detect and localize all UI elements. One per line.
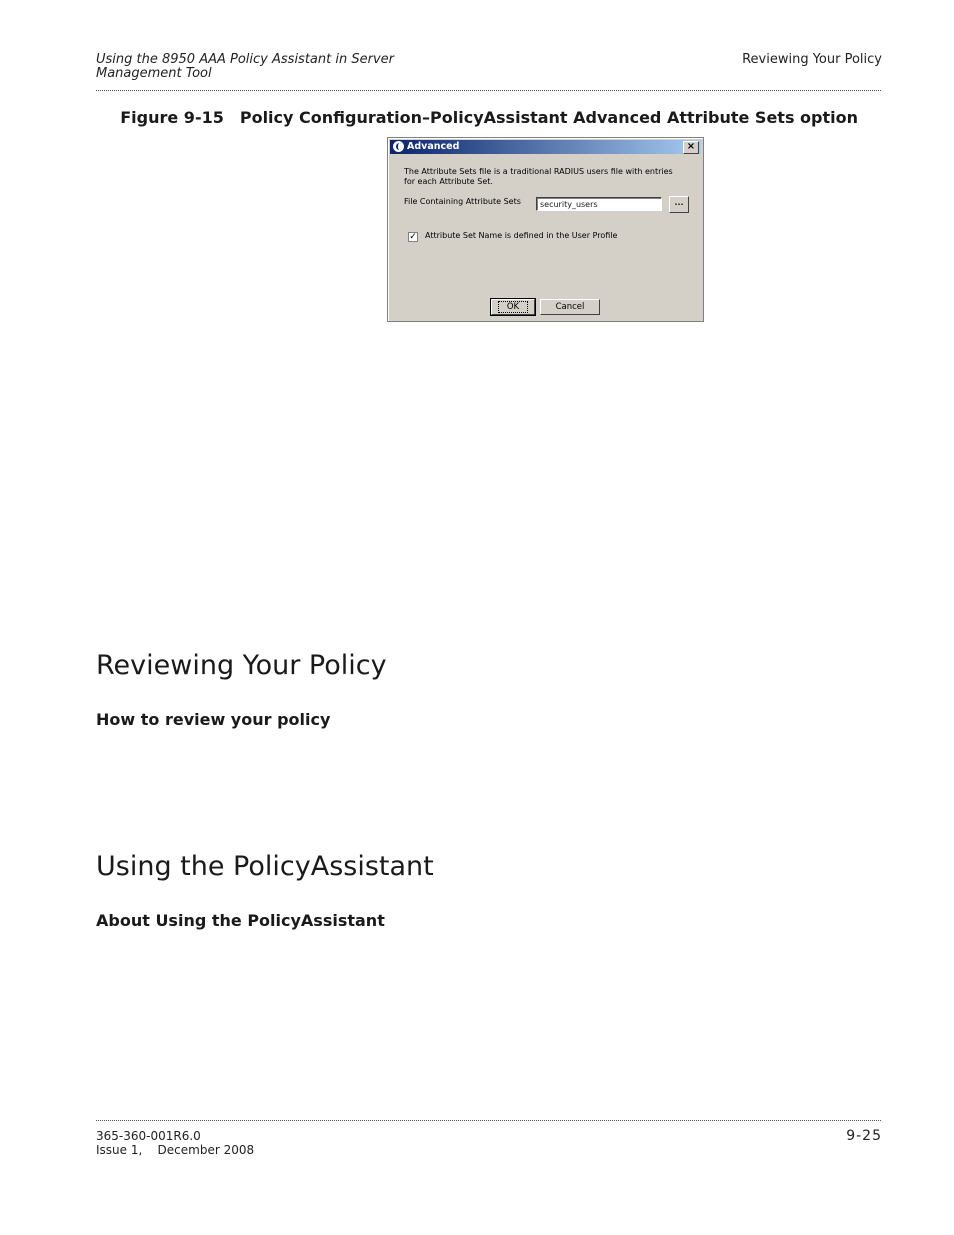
issue-date: Issue 1, December 2008 [96, 1143, 255, 1157]
checkbox-label[interactable]: Attribute Set Name is defined in the User Profile [425, 231, 618, 240]
header-divider [96, 90, 881, 91]
figure-caption [96, 108, 858, 127]
running-header-left [96, 53, 456, 81]
doc-number: 365-360-001R6.0 [96, 1129, 201, 1143]
file-input[interactable]: security_users [536, 197, 662, 211]
checkmark-icon: ✓ [409, 232, 417, 242]
advanced-dialog [387, 137, 704, 322]
dialog-titlebar[interactable] [390, 140, 701, 154]
subheading-using: About Using the PolicyAssistant [96, 911, 385, 930]
figure-title: Policy Configuration–PolicyAssistant Advanced Attribute Sets option [239, 108, 858, 127]
app-logo-icon [393, 141, 404, 152]
close-button[interactable] [683, 141, 699, 154]
browse-button[interactable]: ... [669, 196, 689, 213]
footer-divider [96, 1120, 881, 1121]
attribute-set-checkbox[interactable] [408, 232, 418, 242]
close-icon: × [686, 141, 696, 152]
file-label: File Containing Attribute Sets [404, 197, 521, 206]
ok-button[interactable] [491, 299, 535, 315]
section-heading-using: Using the PolicyAssistant [96, 851, 434, 882]
ok-label: OK [498, 301, 528, 313]
running-header-right: Reviewing Your Policy [742, 52, 882, 67]
dialog-title: Advanced [407, 141, 460, 152]
dialog-description: The Attribute Sets file is a traditional RADIUS users file with entries for each Attribute Set. [404, 167, 673, 186]
subheading-review: How to review your policy [96, 710, 331, 729]
section-heading-reviewing: Reviewing Your Policy [96, 650, 387, 681]
header-title-line1: Using the 8950 AAA Policy Assistant in Server [96, 52, 394, 67]
cancel-button[interactable]: Cancel [540, 299, 600, 315]
page-number: 9-25 [846, 1128, 882, 1144]
header-title-line2: Management Tool [96, 66, 212, 81]
figure-number: Figure 9-15 [120, 108, 224, 127]
footer-left [96, 1129, 254, 1157]
